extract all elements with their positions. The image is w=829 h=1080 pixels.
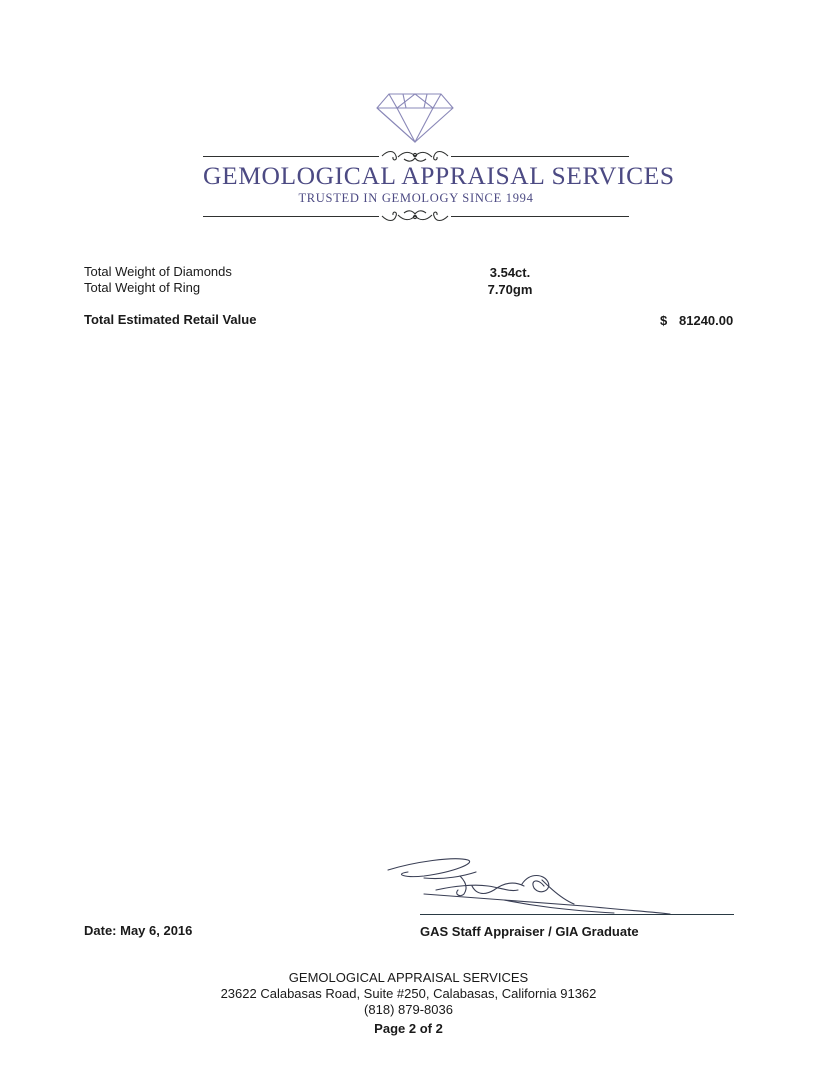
ring-weight-value: 7.70gm: [487, 282, 533, 297]
appraisal-date: Date: May 6, 2016: [84, 923, 193, 938]
ring-weight-label: Total Weight of Ring: [84, 280, 201, 295]
signer-title: GAS Staff Appraiser / GIA Graduate: [420, 924, 639, 939]
diamond-weight-value: 3.54ct.: [489, 265, 531, 280]
retail-value: 81240.00: [679, 313, 734, 328]
signature-icon: [384, 850, 684, 920]
diamond-weight-label: Total Weight of Diamonds: [84, 264, 232, 279]
signature-line: [420, 914, 734, 915]
letterhead-top-rule-left: [203, 156, 379, 157]
retail-value-label: Total Estimated Retail Value: [84, 312, 257, 327]
letterhead-top-rule-right: [451, 156, 629, 157]
diamond-icon: [375, 92, 455, 144]
page-number: Page 2 of 2: [374, 1021, 443, 1036]
letterhead-bottom-rule-right: [451, 216, 629, 217]
company-name: GEMOLOGICAL APPRAISAL SERVICES: [203, 161, 675, 190]
footer-address: 23622 Calabasas Road, Suite #250, Calabasas, California 91362: [220, 986, 597, 1001]
currency-symbol: $: [660, 313, 668, 328]
ornament-bottom-icon: [380, 208, 450, 224]
footer-phone: (818) 879-8036: [364, 1002, 453, 1017]
company-tagline: TRUSTED IN GEMOLOGY SINCE 1994: [298, 191, 534, 205]
letterhead-bottom-rule-left: [203, 216, 379, 217]
footer-company: GEMOLOGICAL APPRAISAL SERVICES: [288, 970, 529, 985]
